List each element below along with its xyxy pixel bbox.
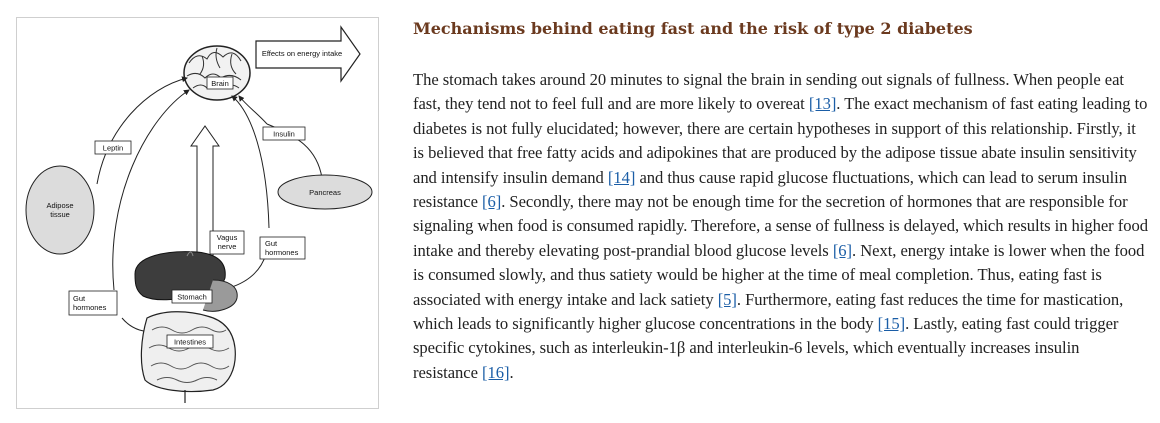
citation-link-6-second[interactable]: [6]: [832, 240, 853, 260]
brain-illustration: [184, 46, 250, 100]
stomach-label: Stomach: [177, 292, 207, 302]
figure-panel: [16, 17, 379, 409]
text-segment: . Next, energy intake is lower when the food is consumed slowly, and thus satiety would be higher at the time of meal completion. Thus, eating fast is associated with energy intake and lack satiety: [413, 240, 1145, 309]
insulin-label: Insulin: [273, 129, 295, 139]
effects-label: Effects on energy intake: [261, 49, 343, 58]
vagus-label-line2: nerve: [217, 242, 237, 251]
citation-link-14[interactable]: [14]: [607, 167, 636, 187]
article-section: [413, 18, 1148, 385]
citation-link-13[interactable]: [13]: [808, 94, 837, 114]
text-segment: .: [509, 362, 514, 382]
gut-hormones-right-line1: Gut: [265, 239, 278, 248]
text-segment: . Lastly, eating fast could trigger specific cytokines, such as interleukin-1β and interleukin-6 levels, which eventually increases insulin resistance: [413, 314, 1119, 382]
adipose-label-line2: tissue: [50, 210, 70, 219]
leptin-label: Leptin: [102, 143, 124, 153]
brain-label: Brain: [211, 79, 229, 88]
text-segment: and thus cause rapid glucose fluctuations, which can lead to serum insulin resistance: [413, 167, 1127, 212]
pancreas-label: Pancreas: [309, 188, 341, 197]
citation-link-15[interactable]: [15]: [877, 314, 906, 334]
text-segment: The stomach takes around 20 minutes to signal the brain in sending out signals of fullness. When people eat fast, they tend not to feel full and are more likely to overeat: [413, 70, 1124, 114]
vagus-label-line1: Vagus: [216, 233, 238, 242]
text-segment: . Furthermore, eating fast reduces the time for mastication, which leads to significantly higher glucose concentrations in the body: [413, 289, 1124, 334]
gut-hormones-left-line2: hormones: [73, 303, 107, 312]
section-heading: Mechanisms behind eating fast and the risk of type 2 diabetes: [413, 19, 973, 38]
citation-link-16[interactable]: [16]: [482, 362, 510, 382]
physiology-diagram: [17, 18, 380, 410]
text-segment: . Secondly, there may not be enough time for the secretion of hormones that are responsible for signaling when food is consumed rapidly. Therefore, a sense of fullness is delayed, which results in higher food intake and thereby elevating post-prandial blood glucose levels: [413, 192, 1148, 260]
intestines-label: Intestines: [173, 337, 207, 347]
gut-hormones-left-line1: Gut: [73, 294, 86, 303]
intestines-illustration: [141, 312, 235, 403]
effects-arrow: [256, 27, 360, 81]
citation-link-6[interactable]: [6]: [482, 192, 502, 212]
gut-right-path: [232, 96, 269, 228]
body-paragraph: [413, 68, 1148, 385]
text-segment: . The exact mechanism of fast eating leading to diabetes is not fully elucidated; however, there are certain hypotheses in support of this relationship. Firstly, it is believed that free fatty acids and adipokines that are produced by the adipose tissue abate insulin sensitivity and intensify insulin demand: [413, 94, 1148, 187]
adipose-label-line1: Adipose: [46, 201, 74, 210]
leptin-path: [97, 78, 187, 184]
citation-link-5[interactable]: [5]: [717, 289, 737, 309]
gut-hormones-right-line2: hormones: [265, 248, 299, 257]
